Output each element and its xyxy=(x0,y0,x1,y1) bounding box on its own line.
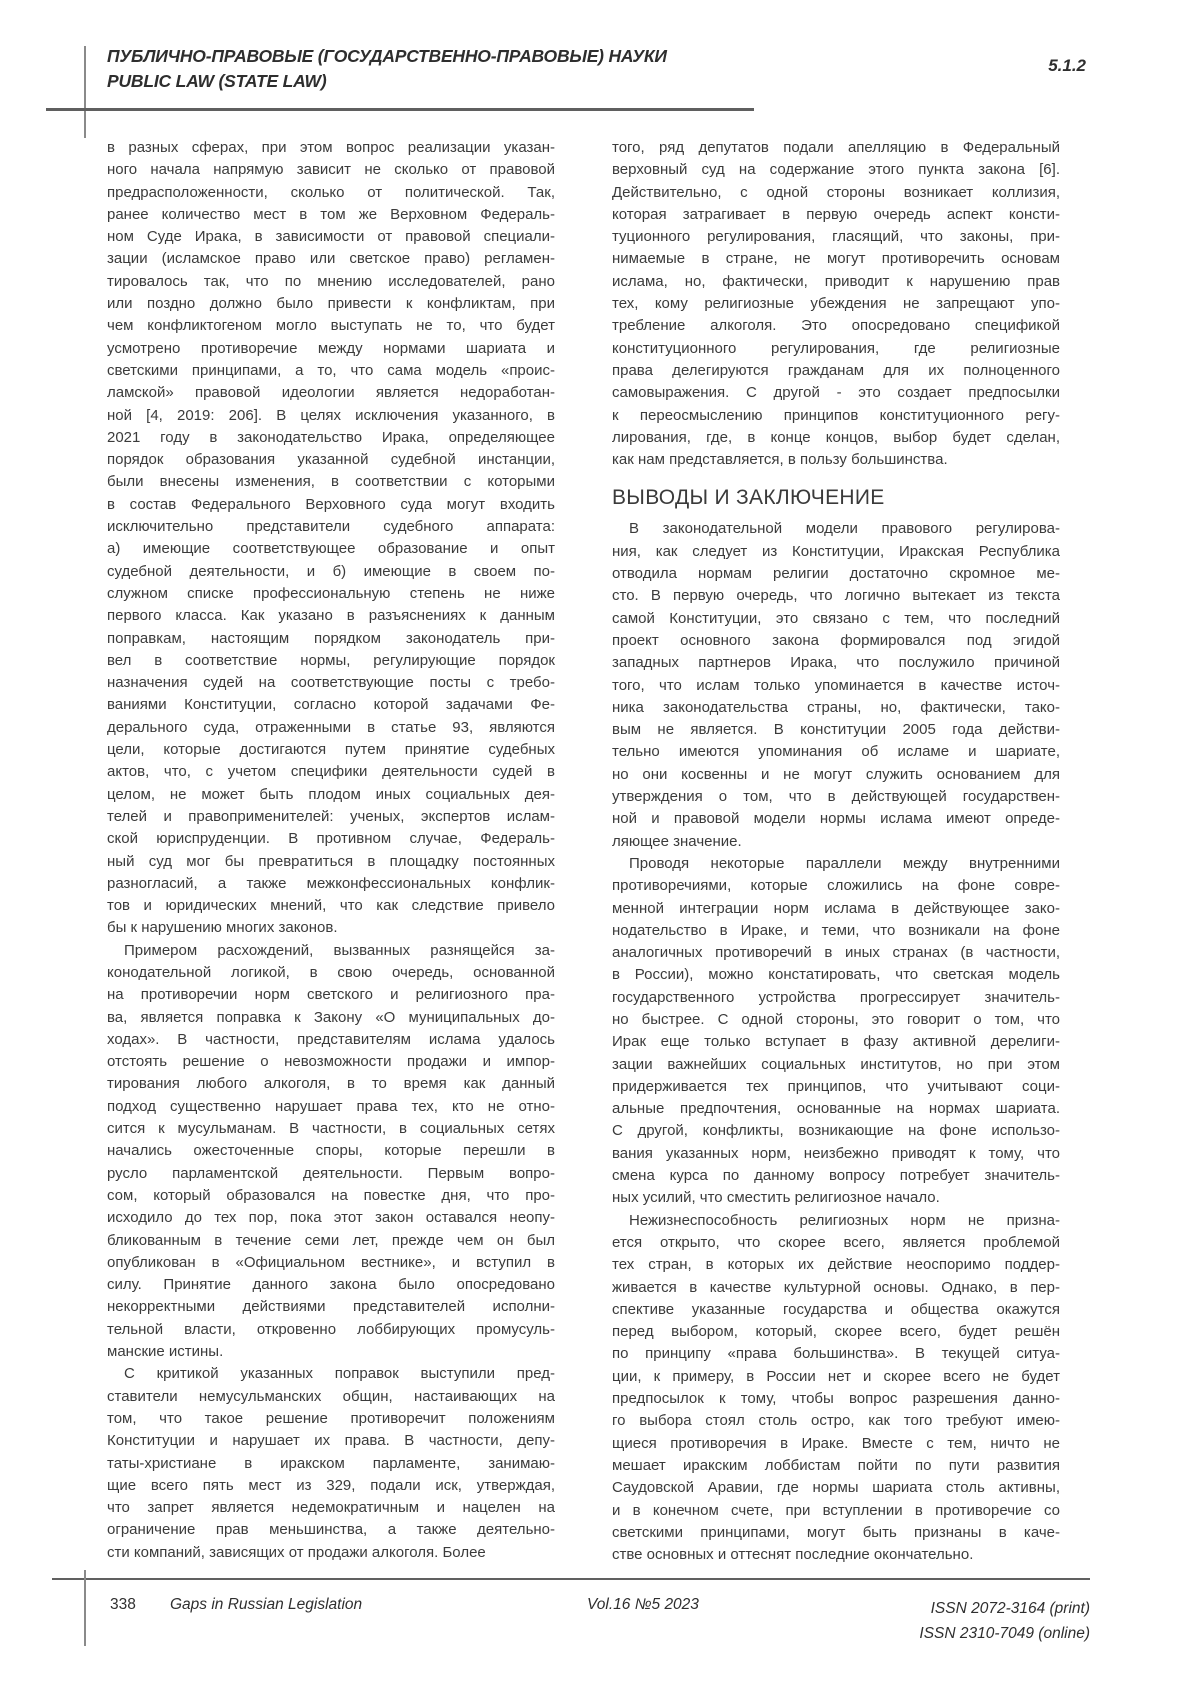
text-line: силу. Принятие данного закона было опосредовано xyxy=(107,1276,555,1294)
text-line: ной и правовой модели нормы ислама имеют опреде- xyxy=(612,810,1060,828)
text-line: телей и правоприменителей: ученых, экспертов ислам- xyxy=(107,807,555,825)
text-line: Проводя некоторые параллели между внутренними xyxy=(629,854,1060,872)
issn-block xyxy=(919,1596,1090,1646)
text-line: ника законодательства страны, но, фактически, тако- xyxy=(612,698,1060,716)
section-code: 5.1.2 xyxy=(1048,56,1086,75)
text-line: ской юриспруденции. В противном случае, Федераль- xyxy=(107,830,555,848)
text-line: в разных сферах, при этом вопрос реализации указан- xyxy=(107,139,555,156)
text-line: того, ряд депутатов подали апелляцию в Федеральный xyxy=(612,139,1060,156)
text-line: конодательной логикой, в свою очередь, основанной xyxy=(107,963,555,981)
text-line: В законодательной модели правового регулирова- xyxy=(629,520,1060,538)
text-line: манские истины. xyxy=(107,1343,224,1361)
issue-info: Vol.16 №5 2023 xyxy=(587,1596,699,1613)
text-line: усмотрено противоречие между нормами шариата и xyxy=(107,339,555,357)
issn-online: ISSN 2310-7049 (online) xyxy=(919,1625,1090,1642)
text-line: Ирак еще только вступает в фазу активной дерелиги- xyxy=(612,1033,1060,1051)
text-line: том, что такое решение противоречит положениям xyxy=(107,1409,555,1427)
text-line: ния, как следует из Конституции, Иракская Республика xyxy=(612,542,1060,560)
text-line: альные предпочтения, основанные на нормах шариата. xyxy=(612,1100,1060,1118)
text-line: ваниями Конституции, согласно которой задачами Фе- xyxy=(107,696,555,714)
text-line: зации (исламское право или светское право) регламен- xyxy=(107,250,555,268)
text-line: русло парламентской деятельности. Первым вопро- xyxy=(107,1164,555,1182)
text-line: сом, который образовался на повестке дня, что про- xyxy=(107,1186,555,1204)
text-line: тирования любого алкоголя, в то время как данный xyxy=(107,1075,555,1093)
text-line: порядок образования указанной судебной инстанции, xyxy=(107,451,555,469)
text-line: таты-христиане в иракском парламенте, занимаю- xyxy=(107,1454,555,1472)
text-line: поправкам, настоящим порядком законодатель при- xyxy=(107,629,555,647)
text-line: самой Конституции, это связано с тем, что последний xyxy=(612,609,1060,627)
text-line: ется открыто, что скорее всего, является проблемой xyxy=(612,1233,1060,1251)
text-line: ном Суде Ирака, в зависимости от правовой специали- xyxy=(107,228,555,246)
text-line: Примером расхождений, вызванных разнящейся за- xyxy=(124,941,555,959)
text-line: ислама, но, фактически, приводит к нарушению прав xyxy=(612,272,1060,290)
text-line: служном списке профессиональную степень не ниже xyxy=(107,584,555,602)
text-line: смена курса по данному вопросу потребует значитель- xyxy=(612,1167,1060,1185)
text-line: щие всего пять мест из 329, подали иск, утверждая, xyxy=(107,1476,555,1494)
text-line: бликованным в течение семи лет, прежде чем он был xyxy=(107,1231,555,1249)
text-line: первого класса. Как указано в разъяснениях к данным xyxy=(107,607,555,625)
section-heading: ВЫВОДЫ И ЗАКЛЮЧЕНИЕ xyxy=(612,486,885,510)
text-line: С критикой указанных поправок выступили пред- xyxy=(124,1365,555,1383)
text-line: назначения судей на соответствующие посты с требо- xyxy=(107,674,555,692)
text-line: ляющее значение. xyxy=(612,832,742,850)
margin-line-top xyxy=(84,46,86,138)
text-line: светскими принципами, могут быть признаны в каче- xyxy=(612,1523,1060,1541)
text-line: стве основных и оттеснят последние окончательно. xyxy=(612,1546,974,1564)
text-line: чем конфликтогеном могло выступать не то, что будет xyxy=(107,317,555,335)
text-line: самовыражения. С другой - это создает предпосылки xyxy=(612,384,1060,402)
text-line: нимаемые в стране, не могут противоречить основам xyxy=(612,250,1060,268)
text-line: светскими принципами, а то, что сама модель «проис- xyxy=(107,361,555,379)
text-line: исключительно представители судебного аппарата: xyxy=(107,518,555,536)
text-line: спективе указанные государства и общества окажутся xyxy=(612,1300,1060,1318)
header-title-ru: ПУБЛИЧНО-ПРАВОВЫЕ (ГОСУДАРСТВЕННО-ПРАВОВЫЕ) НАУКИ xyxy=(107,46,667,66)
text-line: сится к мусульманам. В частности, в социальных сетях xyxy=(107,1120,555,1138)
text-line: конституционного регулирования, где религиозные xyxy=(612,339,1060,357)
text-line: требление алкоголя. Это опосредовано спецификой xyxy=(612,317,1060,335)
text-line: вел в соответствие нормы, регулирующие порядок xyxy=(107,651,555,669)
text-line: предрасположенности, сколько от политической. Так, xyxy=(107,183,555,201)
text-line: ного начала напрямую зависит не сколько от правовой xyxy=(107,161,555,179)
text-line: менной интеграции норм ислама в действующее зако- xyxy=(612,899,1060,917)
text-line: мешает иракским лоббистам пойти по пути развития xyxy=(612,1456,1060,1474)
text-line: зации важнейших социальных институтов, но при этом xyxy=(612,1055,1060,1073)
text-line: тельной власти, откровенно лоббирующих промусуль- xyxy=(107,1320,555,1338)
text-line: судебной деятельности, и б) имеющие в своем по- xyxy=(107,562,555,580)
left-column xyxy=(107,137,555,1564)
text-line: ламской» правовой идеологии является недоработан- xyxy=(107,384,555,402)
text-line: щиеся противоречия в Ираке. Вместе с тем, ничто не xyxy=(612,1434,1060,1452)
text-line: ва, является поправка к Закону «О муниципальных до- xyxy=(107,1008,555,1026)
text-line: тов и юридических мнений, что как следствие привело xyxy=(107,897,555,915)
text-line: тельно имеются упоминания об исламе и шариате, xyxy=(612,743,1060,761)
text-line: западных партнеров Ирака, что послужило причиной xyxy=(612,654,1060,672)
text-line: дерального суда, отраженными в статье 93, являются xyxy=(107,718,555,736)
text-line: ходах». В частности, представителям ислама удалось xyxy=(107,1030,555,1048)
text-line: ции, к примеру, в России нет и скорее всего не будет xyxy=(612,1367,1060,1385)
text-line: Нежизнеспособность религиозных норм не призна- xyxy=(629,1211,1060,1229)
text-line: С другой, конфликты, возникающие на фоне использо- xyxy=(612,1122,1060,1140)
text-line: Действительно, с одной стороны возникает коллизия, xyxy=(612,183,1060,201)
text-line: на противоречии норм светского и религиозного пра- xyxy=(107,986,555,1004)
text-line: проект основного закона формировался под эгидой xyxy=(612,631,1060,649)
page-number: 338 xyxy=(110,1596,136,1613)
text-line: го выбора стоял столь остро, как того требуют имею- xyxy=(612,1412,1060,1430)
text-line: которая затрагивает в первую очередь аспект консти- xyxy=(612,205,1060,223)
text-line: утверждения о том, что в действующей государствен- xyxy=(612,788,1060,806)
text-line: разногласий, а также межконфессиональных конфлик- xyxy=(107,874,555,892)
text-line: государственного устройства прогрессирует значитель- xyxy=(612,988,1060,1006)
text-line: в России), можно констатировать, что светская модель xyxy=(612,966,1060,984)
margin-line-bottom xyxy=(84,1570,86,1646)
text-line: перед выбором, который, скорее всего, будет решён xyxy=(612,1323,1060,1341)
text-line: ных усилий, что сместить религиозное начало. xyxy=(612,1189,940,1207)
text-line: некорректными действиями представителей исполни- xyxy=(107,1298,555,1316)
text-line: ограничение прав меньшинства, а также деятельно- xyxy=(107,1521,555,1539)
footer-rule xyxy=(52,1578,1090,1580)
text-line: Саудовской Аравии, где нормы шариата столь активны, xyxy=(612,1479,1060,1497)
text-line: подход существенно нарушает права тех, кто не отно- xyxy=(107,1097,555,1115)
text-line: вым не является. В конституции 2005 года действи- xyxy=(612,721,1060,739)
journal-title: Gaps in Russian Legislation xyxy=(170,1596,363,1613)
text-line: к переосмыслению принципов конституционного регу- xyxy=(612,406,1060,424)
text-line: тех стран, в которых их действие неоспоримо поддер- xyxy=(612,1256,1060,1274)
text-line: сти компаний, зависящих от продажи алкоголя. Более xyxy=(107,1543,486,1561)
text-line: что запрет является недемократичным и нацелен на xyxy=(107,1499,555,1517)
text-line: целом, не может быть плодом иных социальных дея- xyxy=(107,785,555,803)
text-line: отводила нормам религии достаточно скромное ме- xyxy=(612,565,1060,583)
text-line: по принципу «права большинства». В текущей ситуа- xyxy=(612,1345,1060,1363)
text-line: а) имеющие соответствующее образование и опыт xyxy=(107,540,555,558)
text-line: нодательство в Ираке, и теми, что возникали на фоне xyxy=(612,921,1060,939)
header-rule xyxy=(46,108,754,111)
text-line: туционного регулирования, гласящий, что законы, при- xyxy=(612,228,1060,246)
text-line: опубликован в «Официальном вестнике», и вступил в xyxy=(107,1253,555,1271)
text-line: были внесены изменения, в соответствии с которыми xyxy=(107,473,555,491)
text-line: как нам представляется, в пользу большинства. xyxy=(612,451,948,469)
text-line: или поздно должно было привести к конфликтам, при xyxy=(107,295,555,313)
issn-print: ISSN 2072-3164 (print) xyxy=(930,1600,1090,1617)
text-line: но они косвенны и не могут служить основанием для xyxy=(612,765,1060,783)
text-line: отстоять решение о невозможности продажи и импор- xyxy=(107,1053,555,1071)
text-line: ранее количество мест в том же Верховном Федераль- xyxy=(107,205,555,223)
text-line: верховный суд на содержание этого пункта закона [6]. xyxy=(612,161,1060,179)
text-line: живается в качестве культурной основы. Однако, в пер- xyxy=(612,1278,1060,1296)
right-column xyxy=(612,137,1060,1566)
text-line: тировалось так, что по мнению исследователей, рано xyxy=(107,272,555,290)
text-line: сто. В первую очередь, что логично вытекает из текста xyxy=(612,587,1060,605)
text-line: исходило до тех пор, пока этот закон оставался неопу- xyxy=(107,1209,555,1227)
text-line: 2021 году в законодательство Ирака, определяющее xyxy=(107,428,555,446)
text-line: предпосылок к тому, чтобы вопрос разрешения данно- xyxy=(612,1390,1060,1408)
text-line: того, что ислам только упоминается в качестве источ- xyxy=(612,676,1060,694)
text-line: цели, которые достигаются путем принятие судебных xyxy=(107,741,555,759)
header-title-en: PUBLIC LAW (STATE LAW) xyxy=(107,71,327,91)
text-line: противоречиями, которые сложились на фоне совре- xyxy=(612,877,1060,895)
text-line: аналогичных противоречий в иных странах (в частности, xyxy=(612,944,1060,962)
text-line: лирования, где, в конце концов, выбор будет сделан, xyxy=(612,428,1060,446)
text-line: ной [4, 2019: 206]. В целях исключения указанного, в xyxy=(107,406,555,424)
text-line: но быстрее. С одной стороны, это говорит о том, что xyxy=(612,1010,1060,1028)
text-line: ставители немусульманских общин, настаивающих на xyxy=(107,1387,555,1405)
text-line: актов, что, с учетом специфики деятельности судей в xyxy=(107,763,555,781)
text-line: придерживается тех принципов, что учитывают соци- xyxy=(612,1077,1060,1095)
header-title xyxy=(107,44,667,94)
text-line: бы к нарушению многих законов. xyxy=(107,919,338,937)
text-line: Конституции и нарушает их права. В частности, депу- xyxy=(107,1432,555,1450)
text-line: ный суд мог бы превратиться в площадку постоянных xyxy=(107,852,555,870)
text-line: права делегируются гражданам для их полноценного xyxy=(612,361,1060,379)
text-line: и в конечном счете, при вступлении в противоречие со xyxy=(612,1501,1060,1519)
text-line: в состав Федерального Верховного суда могут входить xyxy=(107,495,555,513)
text-line: вания указанных норм, неизбежно приводят к тому, что xyxy=(612,1144,1060,1162)
text-line: тех, кому религиозные убеждения не запрещают упо- xyxy=(612,295,1060,313)
text-line: начались ожесточенные споры, которые перешли в xyxy=(107,1142,555,1160)
